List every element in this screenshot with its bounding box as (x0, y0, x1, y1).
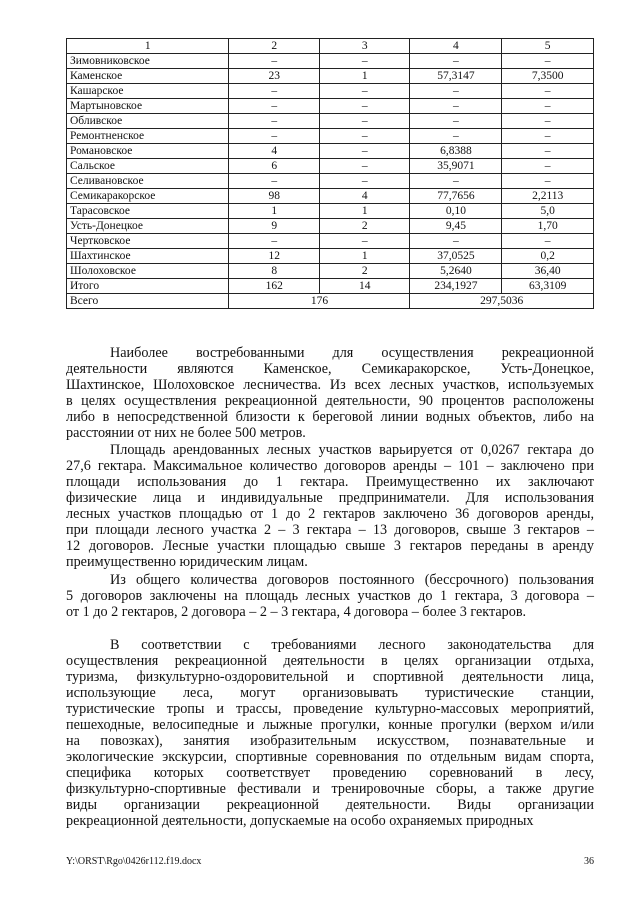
table-total-row (67, 294, 594, 309)
table-row (67, 189, 594, 204)
value-cell: 2,2113 (502, 189, 594, 204)
paragraph-lease-area (66, 442, 594, 570)
text-line: туристические тропы и трассы, проведение культурно-массовых мероприятий, (66, 701, 594, 717)
value-cell: 0,2 (502, 249, 594, 264)
forestry-name-cell: Семикаракорское (67, 189, 229, 204)
table-row (67, 54, 594, 69)
value-cell: – (229, 174, 320, 189)
table-row (67, 219, 594, 234)
value-cell: – (320, 99, 410, 114)
value-cell: – (320, 114, 410, 129)
value-cell: 1 (320, 204, 410, 219)
value-cell: 7,3500 (502, 69, 594, 84)
value-cell: – (502, 54, 594, 69)
text-line: от 1 до 2 гектаров, 2 договора – 2 – 3 гектара, 4 договора – более 3 гектаров. (66, 604, 527, 620)
value-cell: 9 (229, 219, 320, 234)
total-label-cell: Всего (67, 294, 229, 309)
table-row (67, 69, 594, 84)
value-cell: 36,40 (502, 264, 594, 279)
text-line: 12 договоров. Лесные участки площадью свыше 3 гектаров переданы в аренду (66, 538, 594, 554)
forestry-name-cell: Мартыновское (67, 99, 229, 114)
value-cell: – (410, 84, 502, 99)
value-cell: 2 (320, 264, 410, 279)
value-cell: 5,2640 (410, 264, 502, 279)
table-row (67, 84, 594, 99)
value-cell: 23 (229, 69, 320, 84)
text-line: либо в непосредственной близости к береговой линии водных объектов, либо на (66, 409, 594, 425)
text-line: осуществления рекреационной деятельности в целях организации отдыха, (66, 653, 594, 669)
text-line: рекреационной деятельности, допускаемые на особо охраняемых природных (66, 813, 534, 829)
text-line: физкультурно-спортивные фестивали и тренировочные сборы, а также другие (66, 781, 594, 797)
value-cell: – (229, 54, 320, 69)
text-line: Наиболее востребованными для осуществления рекреационной (110, 345, 594, 361)
value-cell: 9,45 (410, 219, 502, 234)
table-row (67, 174, 594, 189)
value-cell: – (410, 54, 502, 69)
value-cell: 6 (229, 159, 320, 174)
paragraph-permanent-use (66, 572, 594, 620)
value-cell: – (229, 234, 320, 249)
value-cell: 162 (229, 279, 320, 294)
forestry-name-cell: Чертковское (67, 234, 229, 249)
table-row (67, 114, 594, 129)
text-line: лесных участков площадью от 1 до 2 гектаров заключено 36 договоров аренды, (66, 506, 594, 522)
table-row (67, 234, 594, 249)
value-cell: 1 (320, 69, 410, 84)
value-cell: 1 (229, 204, 320, 219)
value-cell: – (320, 144, 410, 159)
header-cell: 1 (67, 39, 229, 54)
value-cell: 57,3147 (410, 69, 502, 84)
text-line: деятельности являются Каменское, Семикаракорское, Усть-Донецкое, (66, 361, 594, 377)
table-row (67, 204, 594, 219)
paragraph-recreation-activities (66, 637, 594, 829)
value-cell: 6,8388 (410, 144, 502, 159)
value-cell: – (502, 144, 594, 159)
forestry-name-cell: Итого (67, 279, 229, 294)
value-cell: 35,9071 (410, 159, 502, 174)
value-cell: – (229, 129, 320, 144)
value-cell: – (229, 114, 320, 129)
text-line: преимущественно юридическим лицам. (66, 554, 308, 570)
header-cell: 2 (229, 39, 320, 54)
header-cell: 5 (502, 39, 594, 54)
header-cell: 4 (410, 39, 502, 54)
value-cell: – (320, 84, 410, 99)
value-cell: – (320, 234, 410, 249)
table-header-row (67, 39, 594, 54)
value-cell: 0,10 (410, 204, 502, 219)
value-cell: 4 (229, 144, 320, 159)
text-line: использующие леса, могут организовывать туристические станции, (66, 685, 594, 701)
table-row (67, 279, 594, 294)
value-cell: – (410, 129, 502, 144)
forestry-name-cell: Каменское (67, 69, 229, 84)
value-cell: 4 (320, 189, 410, 204)
forest-lease-table (66, 38, 594, 309)
value-cell: – (502, 174, 594, 189)
forestry-name-cell: Ремонтненское (67, 129, 229, 144)
value-cell: – (502, 159, 594, 174)
text-line: туризма, физкультурно-оздоровительной и спортивной деятельности лица, (66, 669, 594, 685)
value-cell: 234,1927 (410, 279, 502, 294)
table-row (67, 249, 594, 264)
total-contracts-cell: 176 (229, 294, 410, 309)
value-cell: 37,0525 (410, 249, 502, 264)
value-cell: 12 (229, 249, 320, 264)
page-number: 36 (584, 856, 594, 867)
text-line: пешеходные, велосипедные и лыжные прогулки, конные прогулки (верхом и/или (66, 717, 594, 733)
header-cell: 3 (320, 39, 410, 54)
value-cell: – (320, 129, 410, 144)
value-cell: – (229, 99, 320, 114)
value-cell: – (410, 234, 502, 249)
value-cell: – (410, 99, 502, 114)
value-cell: 2 (320, 219, 410, 234)
text-line: виды организации рекреационной деятельности. Виды организации (66, 797, 594, 813)
value-cell: – (502, 84, 594, 99)
text-line: Площадь арендованных лесных участков варьируется от 0,0267 гектара до (110, 442, 594, 458)
forestry-name-cell: Кашарское (67, 84, 229, 99)
table-body (67, 39, 594, 309)
value-cell: – (320, 174, 410, 189)
table-row (67, 144, 594, 159)
text-line: 5 договоров заключены на площадь лесных участков до 1 гектара, 3 договора – (66, 588, 594, 604)
value-cell: – (502, 114, 594, 129)
forestry-name-cell: Зимовниковское (67, 54, 229, 69)
value-cell: – (229, 84, 320, 99)
text-line: в целях осуществления рекреационной деятельности, 90 процентов расположены (66, 393, 594, 409)
text-line: Шахтинское, Шолоховское лесничества. Из всех лесных участков, используемых (66, 377, 594, 393)
text-line: расстоянии от них не более 500 метров. (66, 425, 306, 441)
value-cell: 5,0 (502, 204, 594, 219)
value-cell: – (410, 114, 502, 129)
text-line: В соответствии с требованиями лесного законодательства для (110, 637, 594, 653)
forestry-name-cell: Усть-Донецкое (67, 219, 229, 234)
footer-file-path: Y:\ORST\Rgo\0426r112.f19.docx (66, 856, 202, 867)
total-area-cell: 297,5036 (410, 294, 594, 309)
value-cell: 63,3109 (502, 279, 594, 294)
text-line: Из общего количества договоров постоянного (бессрочного) пользования (110, 572, 594, 588)
forestry-name-cell: Селивановское (67, 174, 229, 189)
text-line: площади использования до 1 гектара. Преимущественно их заключают (66, 474, 594, 490)
value-cell: 77,7656 (410, 189, 502, 204)
forestry-name-cell: Тарасовское (67, 204, 229, 219)
paragraph-popular-forestries (66, 345, 594, 441)
value-cell: 98 (229, 189, 320, 204)
value-cell: – (502, 129, 594, 144)
table-row (67, 159, 594, 174)
table-row (67, 264, 594, 279)
table-row (67, 99, 594, 114)
value-cell: 1 (320, 249, 410, 264)
value-cell: – (502, 99, 594, 114)
value-cell: 8 (229, 264, 320, 279)
forestry-name-cell: Шолоховское (67, 264, 229, 279)
value-cell: – (502, 234, 594, 249)
text-line: на повозках), занятия изобразительным искусством, познавательные и (66, 733, 594, 749)
value-cell: – (410, 174, 502, 189)
value-cell: – (320, 159, 410, 174)
text-line: при площади лесного участка 2 – 3 гектара – 13 договоров, свыше 3 гектаров – (66, 522, 594, 538)
text-line: физические лица и индивидуальные предприниматели. Для использования (66, 490, 594, 506)
forestry-name-cell: Романовское (67, 144, 229, 159)
forestry-name-cell: Шахтинское (67, 249, 229, 264)
text-line: экологические экскурсии, спортивные соревнования по отдельным видам спорта, (66, 749, 594, 765)
forestry-name-cell: Сальское (67, 159, 229, 174)
text-line: специфика которых соответствует проведению соревнований в лесу, (66, 765, 594, 781)
value-cell: 1,70 (502, 219, 594, 234)
value-cell: – (320, 54, 410, 69)
value-cell: 14 (320, 279, 410, 294)
forestry-name-cell: Обливское (67, 114, 229, 129)
table-row (67, 129, 594, 144)
text-line: 27,6 гектара. Максимальное количество договоров аренды – 101 – заключено при (66, 458, 594, 474)
